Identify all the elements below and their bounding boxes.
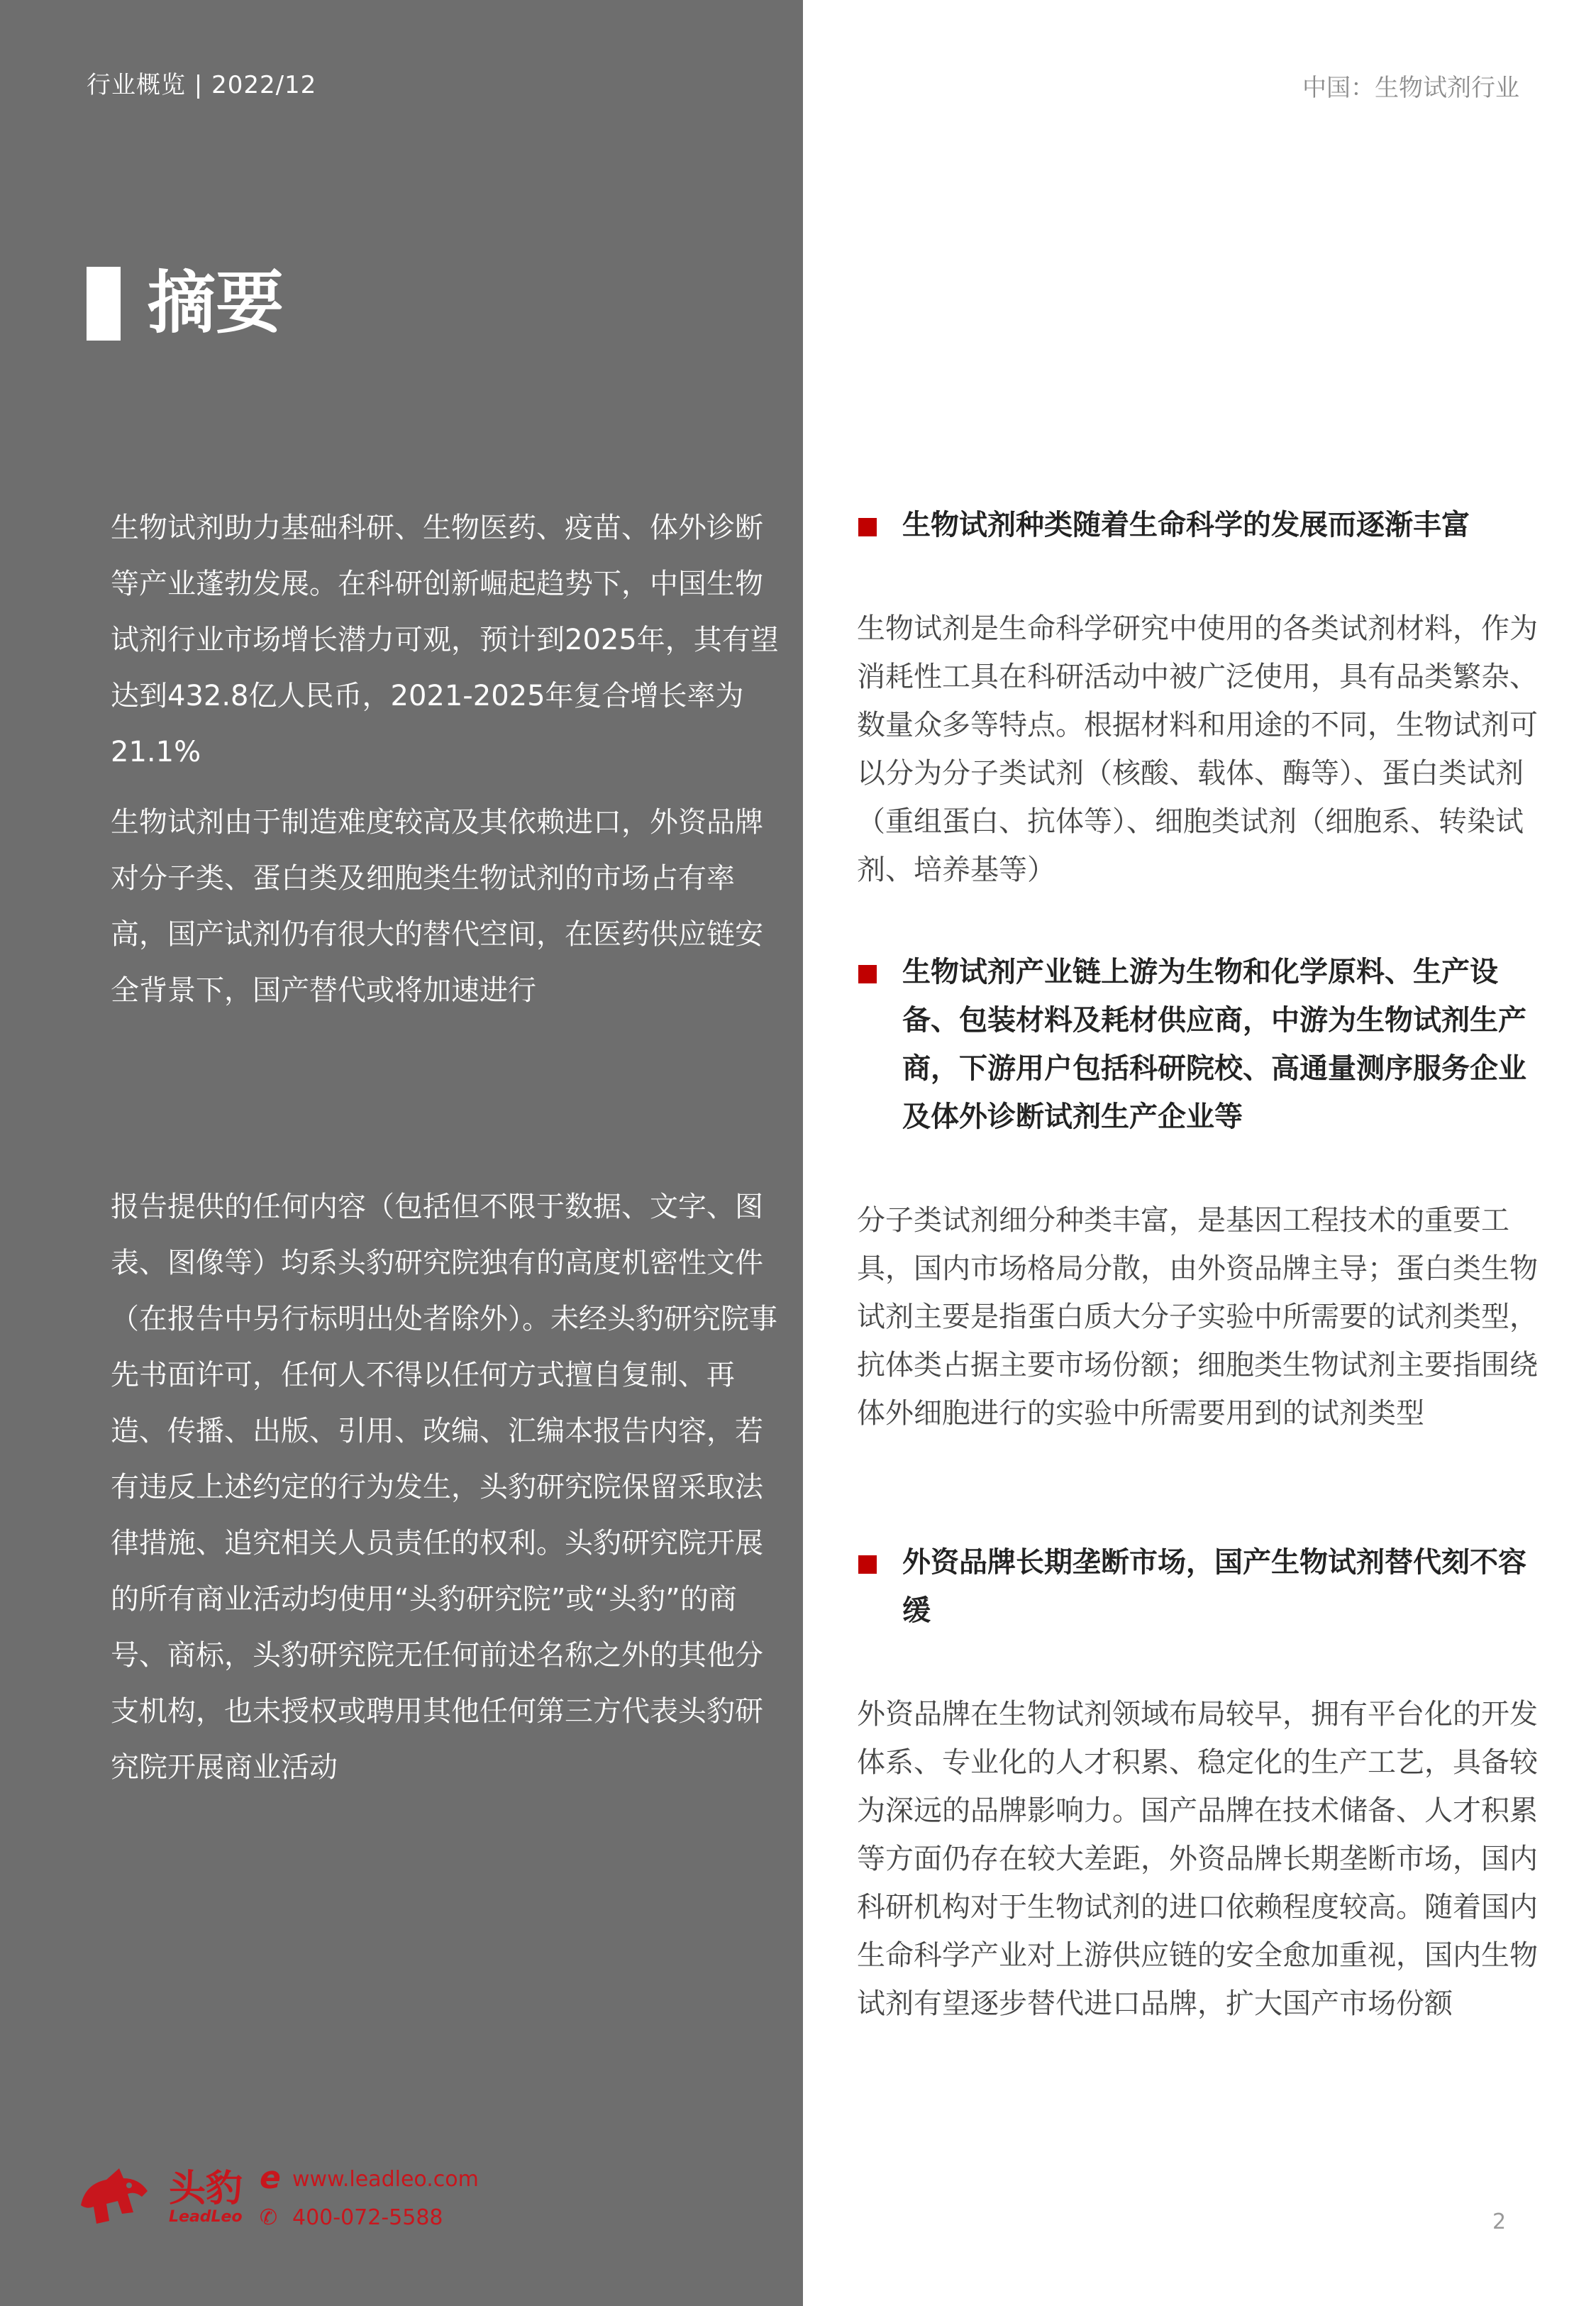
header-report-subject: 中国：生物试剂行业 [1302,74,1519,102]
bullet-square-icon [858,1555,877,1574]
phone-icon: ✆ [260,2205,278,2230]
section-body-3: 外资品牌在生物试剂领域布局较早，拥有平台化的开发体系、专业化的人才积累、稳定化的生产工艺，具备较为深远的品牌影响力。国产品牌在技术储备、人才积累等方面仍存在较大差距，外资品牌长期垄断市场，国内科研机构对于生物试剂的进口依赖程度较高。随着国内生命科学产业对上游供应链的安全愈加重视，国内生物试剂有望逐步替代进口品牌，扩大国产市场份额 [857,1698,1538,2020]
bullet-square-icon [858,518,877,536]
section-heading-text: 生物试剂产业链上游为生物和化学原料、生产设备、包装材料及耗材供应商，中游为生物试剂生产商，下游用户包括科研院校、高通量测序服务企业及体外诊断试剂生产企业等 [902,956,1526,1133]
section-body-1: 生物试剂是生命科学研究中使用的各类试剂材料，作为消耗性工具在科研活动中被广泛使用，具有品类繁杂、数量众多等特点。根据材料和用途的不同，生物试剂可以分为分子类试剂（核酸、载体、酶等）、蛋白类试剂（重组蛋白、抗体等）、细胞类试剂（细胞系、转染试剂、培养基等） [857,612,1538,886]
logo-name-en: LeadLeo [169,2208,243,2226]
leopard-logo-icon [78,2163,150,2228]
bullet-square-icon [858,965,877,983]
section-body-2: 分子类试剂细分种类丰富，是基因工程技术的重要工具，国内市场格局分散，由外资品牌主导；蛋白类生物试剂主要是指蛋白质大分子实验中所需要的试剂类型，抗体类占据主要市场份额；细胞类生物试剂主要指围绕体外细胞进行的实验中所需要用到的试剂类型 [857,1204,1538,1430]
section-heading-2 [858,948,1539,1141]
page-title: 摘要 [148,263,284,343]
header-report-type-date: 行业概览 | 2022/12 [87,71,317,99]
section-heading-text: 外资品牌长期垄断市场，国产生物试剂替代刻不容缓 [902,1546,1526,1627]
summary-paragraph-substitution: 生物试剂由于制造难度较高及其依赖进口，外资品牌对分子类、蛋白类及细胞类生物试剂的市场占有率高，国产试剂仍有很大的替代空间，在医药供应链安全背景下，国产替代或将加速进行 [111,806,763,1007]
section-heading-1 [858,501,1539,549]
leadleo-logo [78,2157,479,2235]
web-e-icon: e [260,2160,281,2196]
logo-phone: 400-072-5588 [292,2205,443,2230]
summary-paragraph-market: 生物试剂助力基础科研、生物医药、疫苗、体外诊断等产业蓬勃发展。在科研创新崛起趋势下，中国生物试剂行业市场增长潜力可观，预计到2025年，其有望达到432.8亿人民币，2021-2025年复合增长率为21.1% [111,512,779,768]
logo-name: 头豹 [169,2168,243,2210]
disclaimer-text: 报告提供的任何内容（包括但不限于数据、文字、图表、图像等）均系头豹研究院独有的高度机密性文件（在报告中另行标明出处者除外）。未经头豹研究院事先书面许可，任何人不得以任何方式擅自复制、再造、传播、出版、引用、改编、汇编本报告内容，若有违反上述约定的行为发生，头豹研究院保留采取法律措施、追究相关人员责任的权利。头豹研究院开展的所有商业活动均使用“头豹研究院”或“头豹”的商号、商标，头豹研究院无任何前述名称之外的其他分支机构，也未授权或聘用其他任何第三方代表头豹研究院开展商业活动 [111,1191,777,1784]
title-accent-bar [87,267,121,341]
logo-website[interactable]: www.leadleo.com [292,2167,479,2192]
section-heading-text: 生物试剂种类随着生命科学的发展而逐渐丰富 [902,509,1470,541]
page-number: 2 [1492,2210,1507,2234]
section-heading-3 [858,1538,1539,1635]
